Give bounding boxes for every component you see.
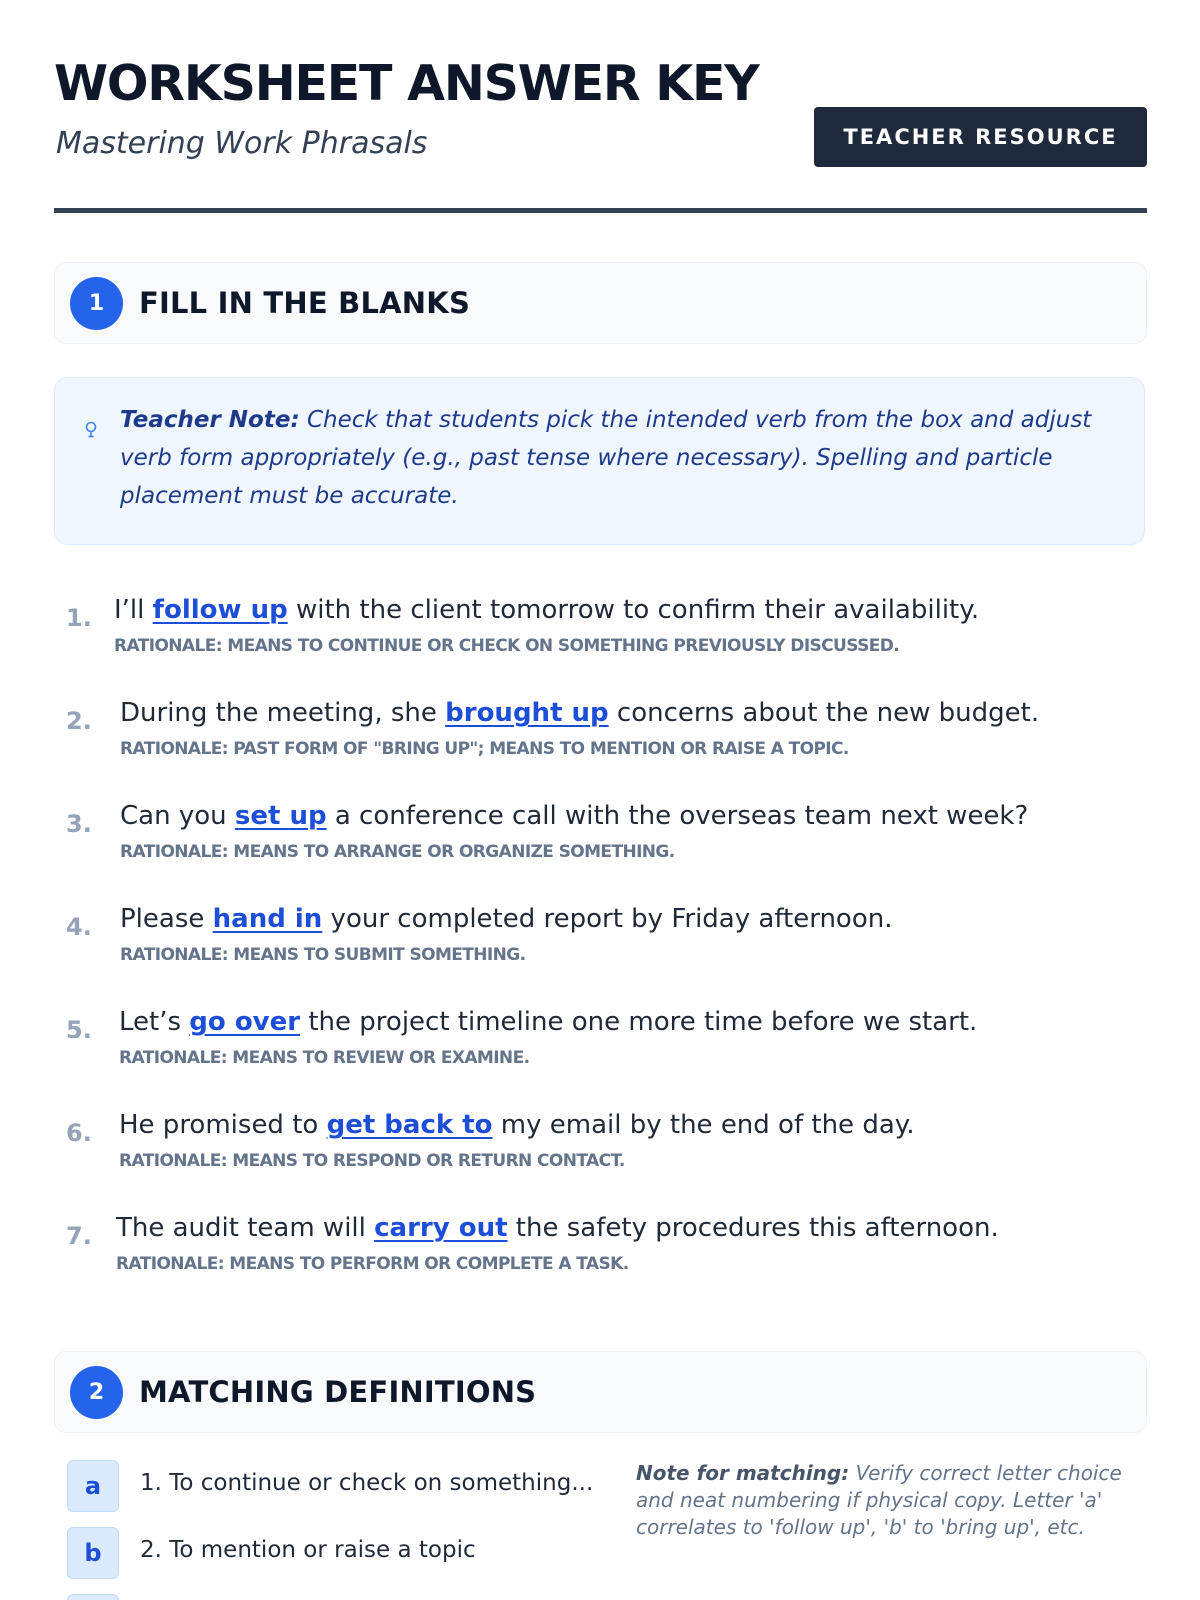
teacher-resource-badge: TEACHER RESOURCE (814, 107, 1147, 167)
answer-phrase: follow up (152, 595, 288, 625)
question-sentence (116, 1210, 999, 1246)
sentence-end: my email by the end of the day. (492, 1110, 915, 1140)
question-rationale: RATIONALE: MEANS TO REVIEW OR EXAMINE. (119, 1048, 530, 1068)
question-rationale: RATIONALE: MEANS TO CONTINUE OR CHECK ON SOMETHING PREVIOUSLY DISCUSSED. (114, 636, 900, 656)
sentence-start: During the meeting, she (120, 698, 446, 728)
question-item (0, 1107, 1200, 1197)
answer-phrase: brought up (445, 698, 609, 728)
question-rationale: RATIONALE: MEANS TO SUBMIT SOMETHING. (120, 945, 526, 965)
question-number: 6. (66, 1119, 92, 1147)
question-number: 5. (66, 1016, 92, 1044)
match-definition: 2. To mention or raise a topic (140, 1537, 476, 1563)
match-definition: 1. To continue or check on something... (140, 1470, 594, 1496)
matching-row (67, 1460, 594, 1512)
answer-phrase: carry out (374, 1213, 508, 1243)
match-letter-box: a (67, 1460, 119, 1512)
question-sentence (119, 1004, 977, 1040)
page-header (54, 52, 1147, 212)
sentence-end: the project timeline one more time before we start. (300, 1007, 978, 1037)
matching-note-body: Verify correct letter choice and neat numbering if physical copy. Letter 'a' correlates to 'follow up', 'b' to 'bring up', etc. (636, 1461, 1122, 1539)
page-subtitle: Mastering Work Phrasals (56, 126, 428, 161)
teacher-note-text (120, 401, 1100, 515)
header-divider (54, 208, 1147, 213)
question-rationale: RATIONALE: MEANS TO ARRANGE OR ORGANIZE SOMETHING. (120, 842, 675, 862)
question-number: 3. (66, 810, 92, 838)
question-rationale: RATIONALE: MEANS TO PERFORM OR COMPLETE A TASK. (116, 1254, 629, 1274)
question-sentence (120, 798, 1028, 834)
question-item (0, 1004, 1200, 1094)
question-item (0, 901, 1200, 991)
question-number: 2. (66, 707, 92, 735)
match-letter-box: b (67, 1527, 119, 1579)
question-number: 1. (66, 604, 92, 632)
question-sentence (119, 1107, 915, 1143)
sentence-end: concerns about the new budget. (608, 698, 1040, 728)
teacher-note-box (54, 377, 1145, 545)
question-sentence (120, 901, 892, 937)
sentence-start: Let’s (119, 1007, 190, 1037)
section-1-number: 1 (70, 277, 123, 330)
matching-row (67, 1594, 587, 1600)
matching-note (636, 1460, 1146, 1541)
question-item (0, 1210, 1200, 1300)
sentence-end: your completed report by Friday afternoon. (322, 904, 893, 934)
section-2-number: 2 (70, 1366, 123, 1419)
teacher-note-label: Teacher Note: (120, 407, 300, 433)
sentence-end: a conference call with the overseas team next week? (326, 801, 1029, 831)
section-2-title: MATCHING DEFINITIONS (139, 1375, 537, 1409)
answer-phrase: hand in (212, 904, 323, 934)
answer-phrase: go over (189, 1007, 301, 1037)
sentence-start: He promised to (119, 1110, 327, 1140)
question-item (0, 592, 1200, 682)
answer-phrase: set up (234, 801, 327, 831)
section-2-header (54, 1351, 1147, 1433)
matching-note-label: Note for matching: (636, 1461, 850, 1485)
question-number: 7. (66, 1222, 92, 1250)
question-item (0, 798, 1200, 888)
matching-row (67, 1527, 587, 1579)
question-sentence (120, 695, 1039, 731)
section-1-header (54, 262, 1147, 344)
teacher-note-body: Check that students pick the intended verb from the box and adjust verb form appropriately (e.g., past tense where necessary). Spelling and particle placement must be accurate. (120, 407, 1092, 509)
question-rationale: RATIONALE: PAST FORM OF "BRING UP"; MEANS TO MENTION OR RAISE A TOPIC. (120, 739, 849, 759)
sentence-start: I’ll (114, 595, 153, 625)
question-rationale: RATIONALE: MEANS TO RESPOND OR RETURN CONTACT. (119, 1151, 625, 1171)
sentence-start: Can you (120, 801, 235, 831)
question-sentence (114, 592, 979, 628)
answer-phrase: get back to (326, 1110, 493, 1140)
sentence-end: the safety procedures this afternoon. (507, 1213, 999, 1243)
match-letter-box (67, 1594, 119, 1600)
question-number: 4. (66, 913, 92, 941)
sentence-start: The audit team will (116, 1213, 375, 1243)
lightbulb-icon (84, 420, 98, 442)
page-title: WORKSHEET ANSWER KEY (54, 55, 759, 112)
sentence-end: with the client tomorrow to confirm their availability. (287, 595, 980, 625)
sentence-start: Please (120, 904, 213, 934)
section-1-title: FILL IN THE BLANKS (139, 286, 471, 320)
question-item (0, 695, 1200, 785)
